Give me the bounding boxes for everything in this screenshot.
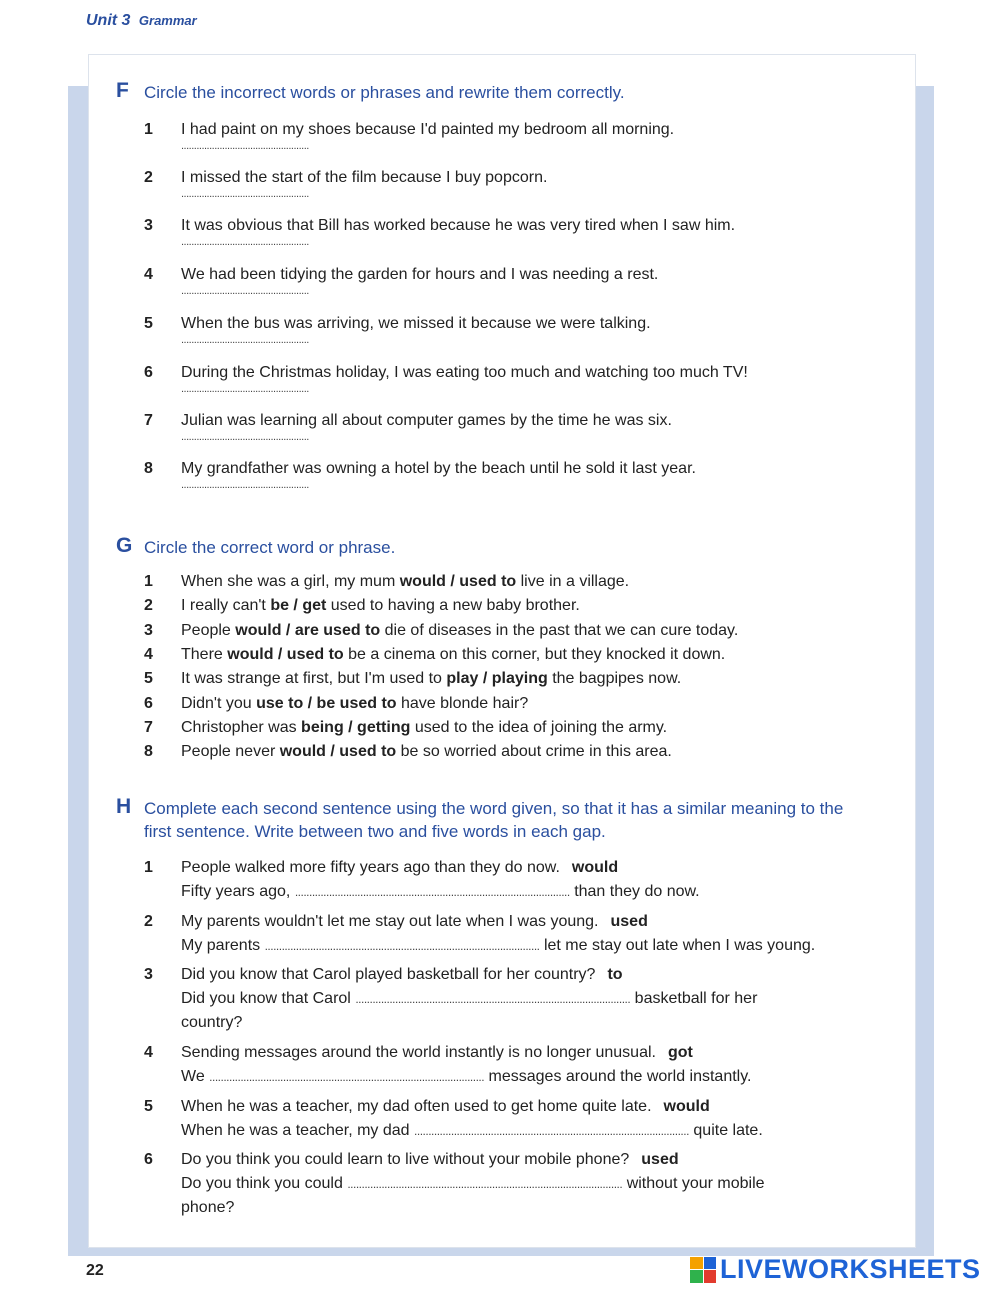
answer-line[interactable]: .................................................. xyxy=(181,334,309,346)
rewrite-start: My parents xyxy=(181,937,261,954)
item-sentence xyxy=(181,692,871,716)
answer-line[interactable]: .................................................. xyxy=(181,140,309,152)
sentence-start: It was strange at first, but I'm used to xyxy=(181,670,447,688)
item-sentence: I had paint on my shoes because I'd painted my bedroom all morning. xyxy=(181,121,675,138)
item-body xyxy=(181,1148,871,1220)
item-sentence xyxy=(181,716,871,740)
item-number: 4 xyxy=(144,266,153,283)
rewrite-line xyxy=(181,1065,871,1089)
choice-options[interactable]: would / used to xyxy=(279,743,397,761)
sentence-start: People never xyxy=(181,743,280,761)
original-sentence xyxy=(181,856,871,880)
item-number: 4 xyxy=(144,1044,153,1061)
rewrite-end: than they do now. xyxy=(574,883,700,900)
item-number: 5 xyxy=(144,1098,153,1115)
exercise-item xyxy=(144,166,864,210)
item-sentence: Julian was learning all about computer games by the time he was six. xyxy=(181,412,672,429)
brand-name: LIVEWORKSHEETS xyxy=(720,1254,981,1284)
item-number: 2 xyxy=(144,169,153,186)
title-line: Complete each second sentence using the word given, so that it has a similar meaning to the xyxy=(144,799,844,818)
exercise-item xyxy=(144,312,864,356)
section-title: Circle the incorrect words or phrases and rewrite them correctly. xyxy=(144,83,625,102)
exercise-item xyxy=(144,740,864,764)
original-sentence xyxy=(181,1041,871,1065)
rewrite-start: Fifty years ago, xyxy=(181,883,291,900)
choice-options[interactable]: would / used to xyxy=(227,645,344,663)
sentence-text: Do you think you could learn to live without your mobile phone? xyxy=(181,1151,630,1168)
sentence-text: Sending messages around the world instantly is no longer unusual. xyxy=(181,1044,656,1061)
answer-line[interactable]: .................................................. xyxy=(181,285,309,297)
rewrite-start: Do you think you could xyxy=(181,1175,343,1192)
item-number: 8 xyxy=(144,460,153,477)
choice-options[interactable]: play / playing xyxy=(446,670,548,688)
item-sentence: When the bus was arriving, we missed it because we were talking. xyxy=(181,315,651,332)
keyword: used xyxy=(610,913,648,930)
item-sentence xyxy=(181,667,871,691)
choice-options[interactable]: being / getting xyxy=(301,718,411,736)
exercise-item xyxy=(144,643,864,667)
section-title xyxy=(144,797,844,843)
exercise-item xyxy=(144,263,864,307)
page-header xyxy=(86,12,197,30)
answer-line[interactable]: .................................................. xyxy=(181,479,309,491)
sentence-end: live in a village. xyxy=(516,573,630,590)
item-sentence: I missed the start of the film because I buy popcorn. xyxy=(181,169,548,186)
item-number: 6 xyxy=(144,1151,153,1168)
sentence-end: the bagpipes now. xyxy=(547,670,682,688)
answer-line[interactable]: .................................................. xyxy=(181,236,309,248)
sentence-end: be a cinema on this corner, but they knocked it down. xyxy=(343,645,726,663)
exercise-item xyxy=(144,1148,864,1220)
rewrite-start: We xyxy=(181,1068,205,1085)
answer-gap[interactable]: ................................................................................................. xyxy=(209,1070,485,1084)
item-sentence: We had been tidying the garden for hours and I was needing a rest. xyxy=(181,266,659,283)
brand-mark-icon xyxy=(690,1257,716,1283)
sentence-end: used to the idea of joining the army. xyxy=(410,718,668,736)
answer-line[interactable]: .................................................. xyxy=(181,188,309,200)
sentence-start: When she was a girl, my mum xyxy=(181,573,400,590)
item-body xyxy=(181,963,871,1035)
sentence-start: People xyxy=(181,621,236,639)
sentence-end: have blonde hair? xyxy=(396,694,529,712)
section-letter: H xyxy=(116,795,132,818)
item-number: 1 xyxy=(144,121,153,138)
answer-gap[interactable]: ................................................................................................. xyxy=(355,992,631,1006)
sentence-start: Christopher was xyxy=(181,718,302,736)
page-number: 22 xyxy=(86,1262,104,1279)
choice-options[interactable]: would / are used to xyxy=(235,621,381,639)
exercise-item xyxy=(144,118,864,162)
item-number: 8 xyxy=(144,743,153,761)
original-sentence xyxy=(181,1148,871,1172)
sentence-end: used to having a new baby brother. xyxy=(326,597,580,615)
sentence-start: I really can't xyxy=(181,597,271,615)
rewrite-end: quite late. xyxy=(693,1122,763,1139)
exercise-item xyxy=(144,667,864,691)
rewrite-end: basketball for her xyxy=(634,990,758,1007)
keyword: used xyxy=(641,1151,679,1168)
exercise-item xyxy=(144,594,864,618)
item-body xyxy=(181,1041,871,1089)
item-number: 3 xyxy=(144,966,153,983)
item-sentence: It was obvious that Bill has worked because he was very tired when I saw him. xyxy=(181,217,736,234)
item-sentence: My grandfather was owning a hotel by the beach until he sold it last year. xyxy=(181,460,696,477)
original-sentence xyxy=(181,1095,871,1119)
item-number: 1 xyxy=(144,573,153,590)
sentence-text: My parents wouldn't let me stay out late when I was young. xyxy=(181,913,599,930)
rewrite-line xyxy=(181,987,871,1011)
answer-line[interactable]: .................................................. xyxy=(181,383,309,395)
rewrite-end: without your mobile xyxy=(626,1175,765,1192)
sentence-text: When he was a teacher, my dad often used to get home quite late. xyxy=(181,1098,652,1115)
keyword: would xyxy=(663,1098,710,1115)
sentence-start: Didn't you xyxy=(181,694,257,712)
exercise-item xyxy=(144,570,864,594)
rewrite-line xyxy=(181,1119,871,1143)
item-sentence xyxy=(181,740,871,764)
keyword: to xyxy=(607,966,623,983)
original-sentence xyxy=(181,963,871,987)
rewrite-line xyxy=(181,934,871,958)
rewrite-continuation: phone? xyxy=(181,1199,235,1216)
item-sentence xyxy=(181,619,871,643)
answer-line[interactable]: .................................................. xyxy=(181,431,309,443)
item-number: 5 xyxy=(144,315,153,332)
item-body xyxy=(181,1095,871,1143)
exercise-item xyxy=(144,214,864,258)
item-number: 2 xyxy=(144,913,153,930)
exercise-item xyxy=(144,619,864,643)
item-number: 4 xyxy=(144,645,153,663)
item-number: 3 xyxy=(144,217,153,234)
keyword: would xyxy=(571,859,619,876)
section-title: Circle the correct word or phrase. xyxy=(144,538,396,557)
item-sentence xyxy=(181,570,871,594)
rewrite-start: Did you know that Carol xyxy=(181,990,351,1007)
item-sentence: During the Christmas holiday, I was eating too much and watching too much TV! xyxy=(181,364,748,381)
keyword: got xyxy=(667,1044,693,1061)
item-number: 7 xyxy=(144,412,153,429)
exercise-item xyxy=(144,457,864,501)
answer-gap[interactable]: ................................................................................................. xyxy=(294,885,570,899)
unit-label: Unit 3 xyxy=(86,12,131,29)
item-number: 2 xyxy=(144,597,153,615)
item-sentence xyxy=(181,594,871,618)
answer-gap[interactable]: ................................................................................................. xyxy=(414,1124,689,1138)
title-line: first sentence. Write between two and five words in each gap. xyxy=(144,822,606,841)
sentence-text: Did you know that Carol played basketball for her country? xyxy=(181,966,596,983)
exercise-item xyxy=(144,692,864,716)
original-sentence xyxy=(181,910,871,934)
exercise-item xyxy=(144,361,864,405)
exercise-item xyxy=(144,716,864,740)
choice-options[interactable]: use to / be used to xyxy=(256,694,397,712)
answer-gap[interactable]: ................................................................................................. xyxy=(264,939,540,953)
item-body xyxy=(181,856,871,904)
choice-options[interactable]: be / get xyxy=(270,597,327,615)
exercise-item xyxy=(144,963,864,1035)
item-number: 3 xyxy=(144,621,153,639)
section-label: Grammar xyxy=(138,13,197,28)
rewrite-end: let me stay out late when I was young. xyxy=(543,937,816,954)
rewrite-end: messages around the world instantly. xyxy=(488,1068,752,1085)
sentence-end: die of diseases in the past that we can cure today. xyxy=(380,621,739,639)
sentence-end: be so worried about crime in this area. xyxy=(396,743,672,761)
sentence-start: There xyxy=(181,645,228,663)
choice-options[interactable]: would / used to xyxy=(399,573,517,590)
item-number: 6 xyxy=(144,364,153,381)
section-letter: F xyxy=(116,79,129,102)
answer-gap[interactable]: ................................................................................................. xyxy=(347,1177,623,1191)
item-number: 5 xyxy=(144,670,153,688)
item-sentence xyxy=(181,643,871,667)
rewrite-continuation: country? xyxy=(181,1014,243,1031)
item-number: 6 xyxy=(144,694,153,712)
item-number: 7 xyxy=(144,718,153,736)
rewrite-line xyxy=(181,880,871,904)
liveworksheets-logo[interactable] xyxy=(690,1254,981,1285)
item-body xyxy=(181,910,871,958)
exercise-item xyxy=(144,409,864,453)
rewrite-line xyxy=(181,1172,871,1196)
rewrite-start: When he was a teacher, my dad xyxy=(181,1122,410,1139)
sentence-text: People walked more fifty years ago than they do now. xyxy=(181,859,560,876)
section-letter: G xyxy=(116,534,133,557)
item-number: 1 xyxy=(144,859,153,876)
